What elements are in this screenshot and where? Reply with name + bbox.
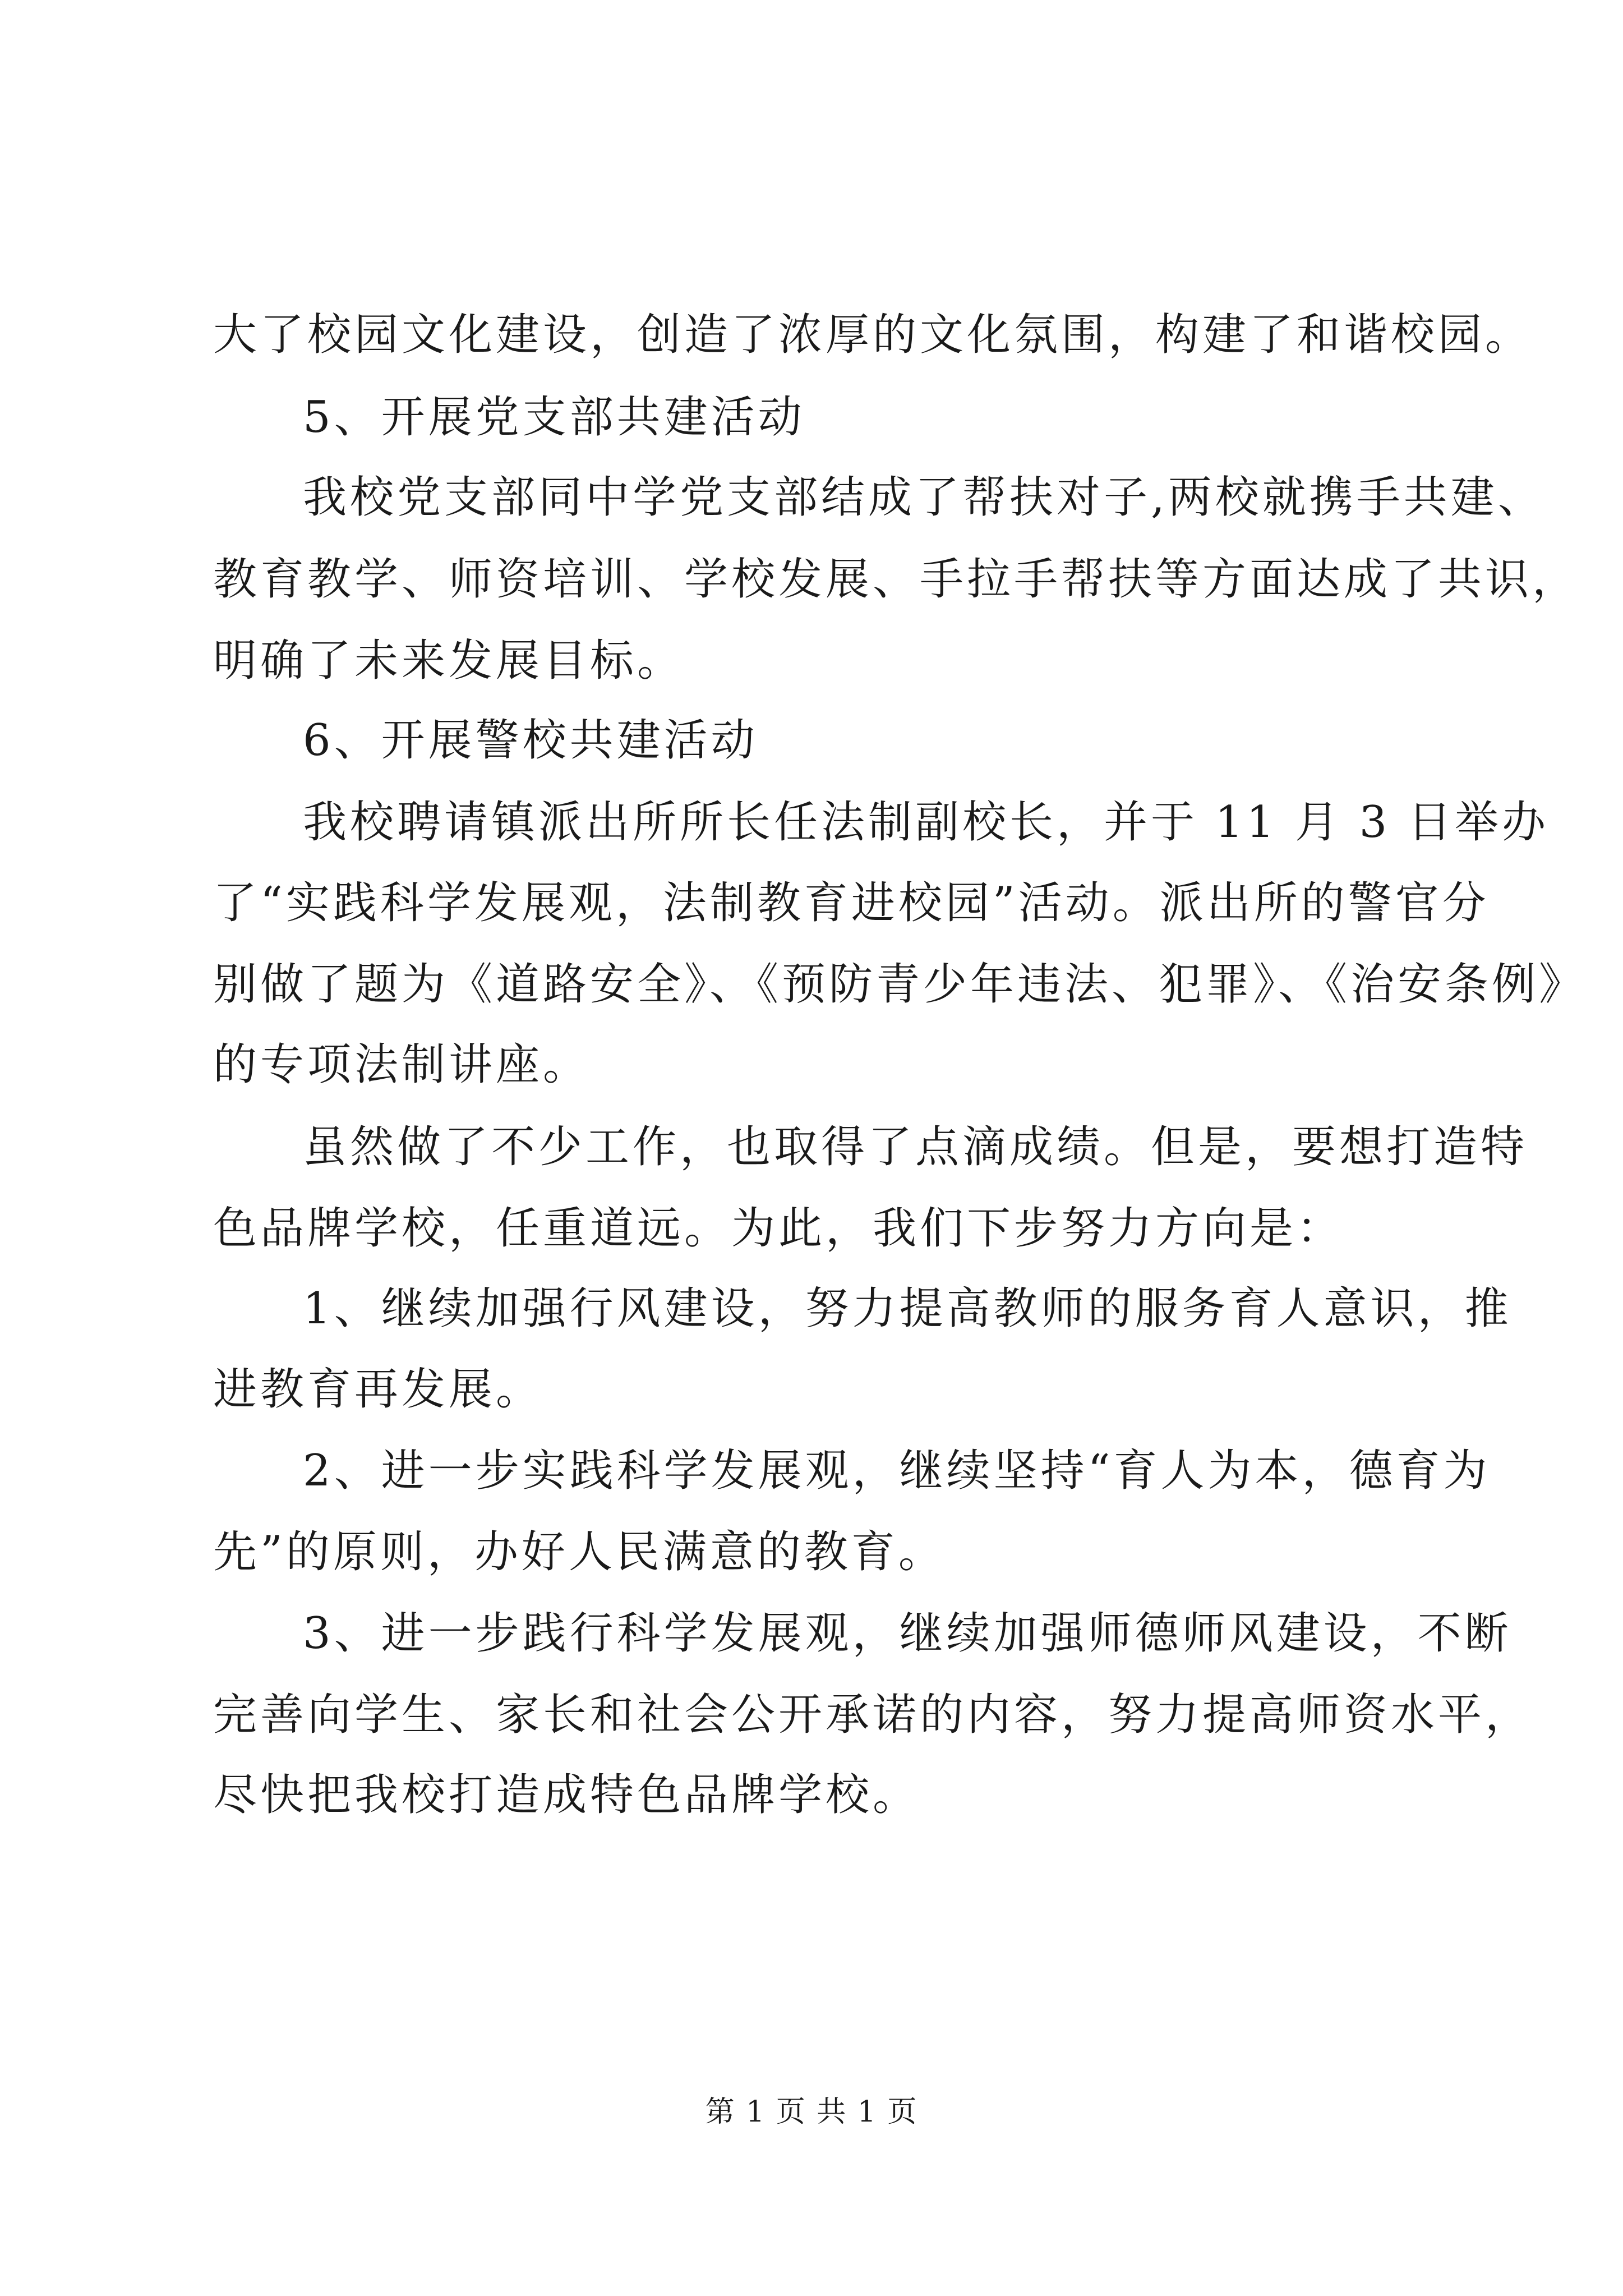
text-line: 的专项法制讲座。 — [213, 1039, 591, 1090]
text-line: 我校聘请镇派出所所长任法制副校长，并于 11 月 3 日举办 — [303, 797, 1550, 848]
text-line: 大了校园文化建设，创造了浓厚的文化氛围，构建了和谐校园。 — [213, 310, 1533, 360]
text-line: 了“实践科学发展观，法制教育进校园”活动。派出所的警官分 — [213, 878, 1490, 928]
text-line: 进教育再发展。 — [213, 1364, 543, 1415]
list-item-3: 3、进一步践行科学发展观，继续加强师德师风建设，不断 — [303, 1608, 1512, 1659]
list-item-2: 2、进一步实践科学发展观，继续坚持“育人为本，德育为 — [303, 1446, 1491, 1496]
text-line: 虽然做了不少工作，也取得了点滴成绩。但是，要想打造特 — [303, 1122, 1528, 1172]
text-line: 完善向学生、家长和社会公开承诺的内容，努力提高师资水平， — [213, 1690, 1533, 1740]
text-line: 我校党支部同中学党支部结成了帮扶对子,两校就携手共建、 — [303, 472, 1545, 523]
text-line: 色品牌学校，任重道远。为此，我们下步努力方向是： — [213, 1203, 1344, 1254]
text-line: 教育教学、师资培训、学校发展、手拉手帮扶等方面达成了共识， — [213, 554, 1580, 605]
section-heading-police-school: 6、开展警校共建活动 — [303, 715, 758, 766]
page-number-footer: 第 1 页 共 1 页 — [705, 2095, 918, 2129]
text-line: 尽快把我校打造成特色品牌学校。 — [213, 1770, 920, 1820]
text-line: 别做了题为《道路安全》、《预防青少年违法、犯罪》、《治安条例》 — [213, 959, 1587, 1010]
list-item-1: 1、继续加强行风建设，努力提高教师的服务育人意识，推 — [303, 1283, 1512, 1334]
text-line: 先”的原则，办好人民满意的教育。 — [213, 1527, 946, 1577]
text-line: 明确了未来发展目标。 — [213, 636, 685, 686]
section-heading-party-branch: 5、开展党支部共建活动 — [303, 392, 805, 443]
